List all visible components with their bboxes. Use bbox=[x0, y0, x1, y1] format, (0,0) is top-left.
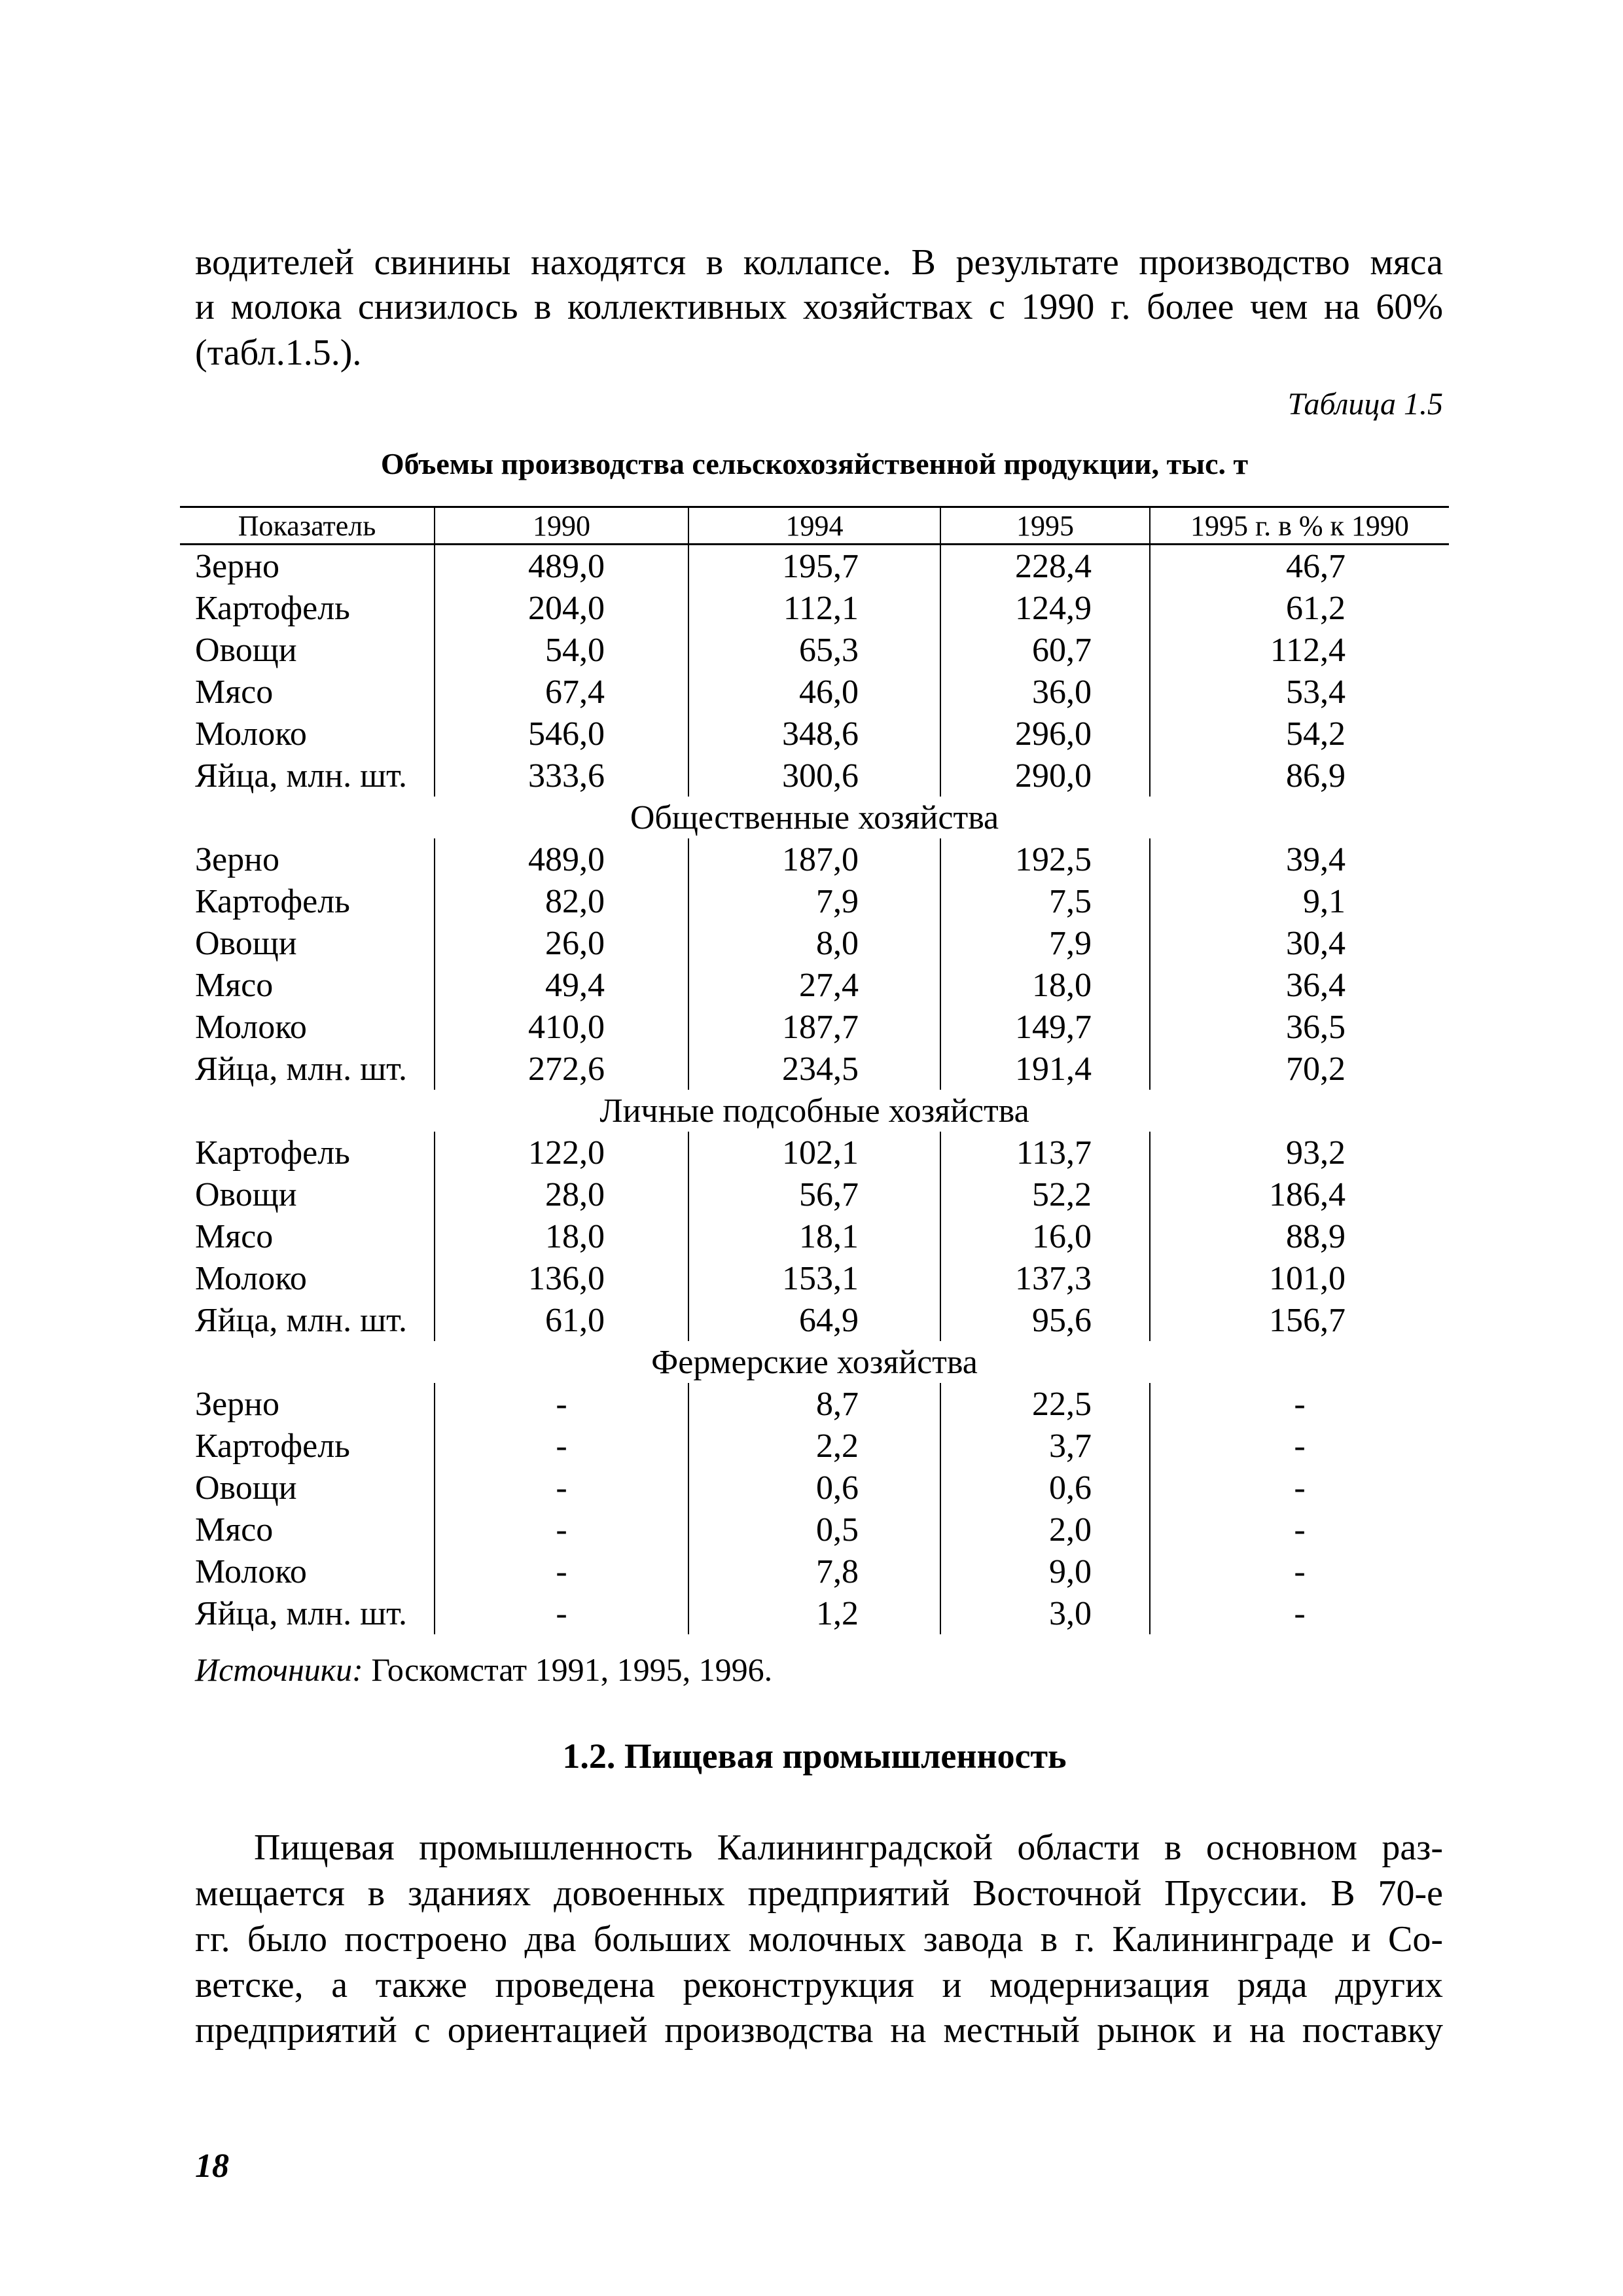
row-label: Молоко bbox=[195, 1008, 307, 1046]
table-cell: 18,1 bbox=[688, 1215, 940, 1257]
table-row bbox=[180, 1425, 1449, 1467]
table-cell: 7,8 bbox=[688, 1551, 940, 1592]
row-label: Овощи bbox=[195, 1469, 297, 1507]
table-cell: 54,0 bbox=[434, 629, 688, 671]
table-cell: 290,0 bbox=[940, 755, 1149, 797]
table-cell: 300,6 bbox=[688, 755, 940, 797]
table-cell: - bbox=[1149, 1509, 1449, 1551]
table-cell: 192,5 bbox=[940, 838, 1149, 880]
table-row bbox=[180, 964, 1449, 1006]
table-cell: 187,7 bbox=[688, 1006, 940, 1048]
table-cell: 3,7 bbox=[940, 1425, 1149, 1467]
text-line: ветске, а также проведена реконструкция и модернизация ряда других bbox=[195, 1965, 1443, 2005]
table-cell: - bbox=[1149, 1425, 1449, 1467]
row-label: Овощи bbox=[195, 1175, 297, 1213]
table-cell: 9,1 bbox=[1149, 880, 1449, 922]
row-label: Яйца, млн. шт. bbox=[195, 757, 407, 795]
table-cell: 61,2 bbox=[1149, 587, 1449, 629]
table-cell: 27,4 bbox=[688, 964, 940, 1006]
table-section-title: Общественные хозяйства bbox=[630, 798, 999, 836]
table-row bbox=[180, 1174, 1449, 1215]
section-heading: 1.2. Пищевая промышленность bbox=[562, 1736, 1067, 1776]
row-label: Зерно bbox=[195, 547, 279, 585]
table-cell: 46,0 bbox=[688, 671, 940, 713]
table-row bbox=[180, 922, 1449, 964]
table-section-title: Фермерские хозяйства bbox=[651, 1343, 978, 1381]
text-line: предприятий с ориентацией производства на местный рынок и на поставку bbox=[195, 2010, 1443, 2051]
table-cell: 124,9 bbox=[940, 587, 1149, 629]
row-label: Яйца, млн. шт. bbox=[195, 1050, 407, 1088]
column-header: 1994 bbox=[688, 508, 940, 543]
table-cell: - bbox=[434, 1592, 688, 1634]
table-cell: 272,6 bbox=[434, 1048, 688, 1090]
table-cell: 46,7 bbox=[1149, 545, 1449, 587]
table-cell: 95,6 bbox=[940, 1299, 1149, 1341]
table-row bbox=[180, 587, 1449, 629]
table-cell: 112,1 bbox=[688, 587, 940, 629]
row-label: Яйца, млн. шт. bbox=[195, 1301, 407, 1339]
table-cell: 16,0 bbox=[940, 1215, 1149, 1257]
row-label: Мясо bbox=[195, 1511, 274, 1549]
table-row bbox=[180, 1048, 1449, 1090]
row-label: Молоко bbox=[195, 1552, 307, 1590]
row-label: Мясо bbox=[195, 673, 274, 711]
table-cell: - bbox=[1149, 1383, 1449, 1425]
table-cell: - bbox=[434, 1425, 688, 1467]
table-cell: 8,7 bbox=[688, 1383, 940, 1425]
table-body bbox=[180, 545, 1449, 1634]
table-cell: 489,0 bbox=[434, 838, 688, 880]
row-label: Мясо bbox=[195, 966, 274, 1004]
table-cell: 187,0 bbox=[688, 838, 940, 880]
table-cell: - bbox=[1149, 1592, 1449, 1634]
table-cell: 56,7 bbox=[688, 1174, 940, 1215]
table-cell: 60,7 bbox=[940, 629, 1149, 671]
column-header: Показатель bbox=[238, 509, 376, 542]
table-cell: 8,0 bbox=[688, 922, 940, 964]
text-line: мещается в зданиях довоенных предприятий Восточной Пруссии. В 70-е bbox=[195, 1873, 1443, 1914]
row-label: Картофель bbox=[195, 1427, 350, 1465]
table-row bbox=[180, 1257, 1449, 1299]
table-cell: 36,0 bbox=[940, 671, 1149, 713]
table-cell: 93,2 bbox=[1149, 1132, 1449, 1174]
table-cell: 113,7 bbox=[940, 1132, 1149, 1174]
row-label: Зерно bbox=[195, 1385, 279, 1423]
text-line: водителей свинины находятся в коллапсе. В результате производство мяса bbox=[195, 242, 1443, 283]
text-line: (табл.1.5.). bbox=[195, 332, 362, 373]
table-cell: 122,0 bbox=[434, 1132, 688, 1174]
table-cell: 82,0 bbox=[434, 880, 688, 922]
table-cell: 348,6 bbox=[688, 713, 940, 755]
table-cell: 156,7 bbox=[1149, 1299, 1449, 1341]
table-title: Объемы производства сельскохозяйственной продукции, тыс. т bbox=[380, 447, 1249, 480]
table-row bbox=[180, 838, 1449, 880]
table-cell: 36,4 bbox=[1149, 964, 1449, 1006]
table-cell: 489,0 bbox=[434, 545, 688, 587]
row-label: Картофель bbox=[195, 882, 350, 920]
table-cell: 296,0 bbox=[940, 713, 1149, 755]
column-header: 1995 bbox=[940, 508, 1149, 543]
table-row bbox=[180, 1383, 1449, 1425]
table-cell: 30,4 bbox=[1149, 922, 1449, 964]
text-line: Пищевая промышленность Калининградской области в основном раз- bbox=[254, 1827, 1443, 1868]
table-cell: 195,7 bbox=[688, 545, 940, 587]
table-row bbox=[180, 629, 1449, 671]
table-cell: 0,6 bbox=[688, 1467, 940, 1509]
row-label: Овощи bbox=[195, 924, 297, 962]
table-row bbox=[180, 671, 1449, 713]
table-cell: 52,2 bbox=[940, 1174, 1149, 1215]
table-cell: 9,0 bbox=[940, 1551, 1149, 1592]
table-cell: 0,6 bbox=[940, 1467, 1149, 1509]
table-cell: 49,4 bbox=[434, 964, 688, 1006]
table-cell: 204,0 bbox=[434, 587, 688, 629]
table-row bbox=[180, 1132, 1449, 1174]
table-caption: Таблица 1.5 bbox=[1287, 387, 1443, 422]
table-cell: - bbox=[434, 1467, 688, 1509]
table-cell: 2,0 bbox=[940, 1509, 1149, 1551]
table-cell: - bbox=[434, 1383, 688, 1425]
row-label: Яйца, млн. шт. bbox=[195, 1594, 407, 1632]
table-cell: 54,2 bbox=[1149, 713, 1449, 755]
table-cell: - bbox=[434, 1551, 688, 1592]
table-cell: 0,5 bbox=[688, 1509, 940, 1551]
table-cell: 186,4 bbox=[1149, 1174, 1449, 1215]
table-cell: 153,1 bbox=[688, 1257, 940, 1299]
table-row bbox=[180, 1551, 1449, 1592]
table-row bbox=[180, 1467, 1449, 1509]
table-cell: 26,0 bbox=[434, 922, 688, 964]
table-cell: 53,4 bbox=[1149, 671, 1449, 713]
table-cell: 3,0 bbox=[940, 1592, 1149, 1634]
table-cell: 65,3 bbox=[688, 629, 940, 671]
table-row bbox=[180, 1299, 1449, 1341]
column-header: 1995 г. в % к 1990 bbox=[1149, 508, 1449, 543]
table-cell: 70,2 bbox=[1149, 1048, 1449, 1090]
table-header-row bbox=[180, 508, 1449, 545]
table-cell: 191,4 bbox=[940, 1048, 1149, 1090]
table-cell: 228,4 bbox=[940, 545, 1149, 587]
table-cell: 39,4 bbox=[1149, 838, 1449, 880]
table-cell: 333,6 bbox=[434, 755, 688, 797]
table-row bbox=[180, 1215, 1449, 1257]
table-cell: 112,4 bbox=[1149, 629, 1449, 671]
row-label: Картофель bbox=[195, 589, 350, 627]
table-row bbox=[180, 880, 1449, 922]
row-label: Овощи bbox=[195, 631, 297, 669]
table-row bbox=[180, 1592, 1449, 1634]
text-line: гг. было построено два больших молочных завода в г. Калининграде и Со- bbox=[195, 1919, 1443, 1960]
table-cell: 136,0 bbox=[434, 1257, 688, 1299]
column-header: 1990 bbox=[434, 508, 688, 543]
table-cell: 28,0 bbox=[434, 1174, 688, 1215]
source-text: Госкомстат 1991, 1995, 1996. bbox=[363, 1651, 773, 1688]
table-cell: 7,5 bbox=[940, 880, 1149, 922]
table-cell: 67,4 bbox=[434, 671, 688, 713]
table-cell: 410,0 bbox=[434, 1006, 688, 1048]
table-cell: 234,5 bbox=[688, 1048, 940, 1090]
table-cell: 22,5 bbox=[940, 1383, 1149, 1425]
text-line: и молока снизилось в коллективных хозяйствах с 1990 г. более чем на 60% bbox=[195, 287, 1443, 327]
table-row bbox=[180, 1006, 1449, 1048]
table-cell: - bbox=[1149, 1467, 1449, 1509]
table-row bbox=[180, 713, 1449, 755]
table-cell: 149,7 bbox=[940, 1006, 1149, 1048]
table-cell: - bbox=[1149, 1551, 1449, 1592]
table-row bbox=[180, 1509, 1449, 1551]
row-label: Мясо bbox=[195, 1217, 274, 1255]
table-cell: 86,9 bbox=[1149, 755, 1449, 797]
table-cell: - bbox=[434, 1509, 688, 1551]
table-cell: 64,9 bbox=[688, 1299, 940, 1341]
row-label: Картофель bbox=[195, 1134, 350, 1172]
source-note bbox=[195, 1651, 772, 1689]
table-cell: 7,9 bbox=[940, 922, 1149, 964]
page-number: 18 bbox=[195, 2147, 229, 2185]
source-label: Источники: bbox=[195, 1651, 363, 1688]
table-cell: 88,9 bbox=[1149, 1215, 1449, 1257]
table-cell: 61,0 bbox=[434, 1299, 688, 1341]
table-cell: 36,5 bbox=[1149, 1006, 1449, 1048]
table-cell: 7,9 bbox=[688, 880, 940, 922]
table-cell: 18,0 bbox=[434, 1215, 688, 1257]
table-row bbox=[180, 755, 1449, 797]
table-cell: 137,3 bbox=[940, 1257, 1149, 1299]
table-section-title: Личные подсобные хозяйства bbox=[599, 1092, 1029, 1130]
table-cell: 102,1 bbox=[688, 1132, 940, 1174]
table-row bbox=[180, 545, 1449, 587]
row-label: Молоко bbox=[195, 715, 307, 753]
row-label: Молоко bbox=[195, 1259, 307, 1297]
table-cell: 101,0 bbox=[1149, 1257, 1449, 1299]
table-cell: 1,2 bbox=[688, 1592, 940, 1634]
table-cell: 18,0 bbox=[940, 964, 1149, 1006]
data-table bbox=[180, 506, 1449, 1634]
table-cell: 2,2 bbox=[688, 1425, 940, 1467]
table-cell: 546,0 bbox=[434, 713, 688, 755]
row-label: Зерно bbox=[195, 840, 279, 878]
